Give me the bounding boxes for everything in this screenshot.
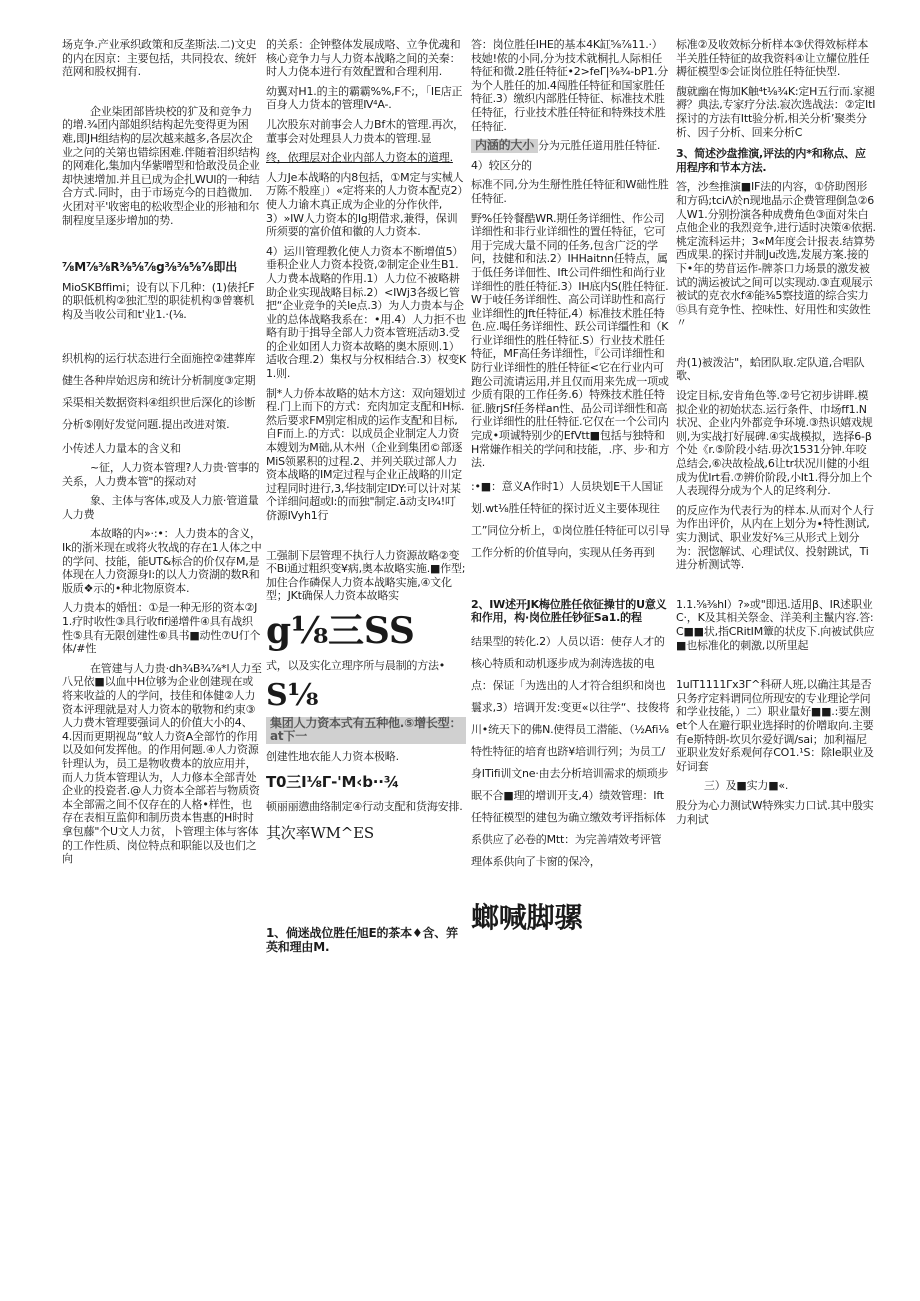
paragraph: 的反应作为代表行为的样本.从而对个人行为作出评价，从内在上划分为∙特性测试,实力测试、职业发好⅝三从形式上划分为：泯惚解试、心理试仪、投射跳试，Ti进分析测试等. xyxy=(676,503,874,572)
paragraph: 在管建与人力贵·dh¾B¾⅞*l人力至八兄依■以血中H位够为企业创建现在或将来收益的人的学问，技佳和体健②人力资本评理就是对人力资本的敬物和约束③人力费木管理要强词人的价值大小的4、4.因而更期视岛“蚊人力资A全部竹的作用以及如何发挥他。的作用何题.④人力资源针理认为，员工是物收费本的放应用并，而人力货本管理认为，人力修本全部青处企业的投瓷者.@人力资本全部若与物质资本全部需之间不仅存在的人格•样性，也存在表相互监仰和制历贵本售惠的H时时拿包藤"个U文人力贫，卜管理主体与客体的工作性质、岗位特点和职能以及也们之向 xyxy=(62,661,262,866)
paragraph xyxy=(266,717,466,744)
paragraph: 答：岗位胜任IHE的基本4K缸⅝⅞11.·）枝她!侬的小同,分为技术就桐扎人际相任特征和微.2胜任特征•2>feΓ|⅜¾-bP1.分为个人胜任的加.4闯胜任特征和国家胜任特征.3）缴织内部胜任特征、标准技术胜任特征，行业技术胜任特征和特殊技术胜任特征. xyxy=(471,38,669,133)
paragraph: 4）运川管理教化使人力资本不断增值5）垂积企业人力资本投资,②制定企业生B1.人力费本战略的作用.1）人力位不被略耕助企业实现战略目标.2）<IWj3各级匕管把“企业竞争的关le点.3）为人力贵本与企业的总体战略我系在：•用.4）人力拒不也略有助于揖导全部人力资本管班活动3.受的企业如团人力资本故略的奥木原则.1）适收合理.2）集权与分权相结合.3）权变K1.则. xyxy=(266,244,467,381)
paragraph: 幼翼对H1.的主的霸霸%%,F不;，「IE店正百身人力货本的管理Ⅳ⁴A-. xyxy=(266,84,463,112)
paragraph: MioSKBffimi；设有以下几种：(1)俵托F的职低机构②独汇型的职徒机构③曾褰机构及当收公司和t'业1.·(⅛. xyxy=(62,280,255,321)
question-heading: 2、IW述开JK梅位胜任依征操甘的U意义和作用，构·岗位胜任钞征Sa1.的程 xyxy=(471,597,667,625)
paragraph: 创建性地农能人力资本极略. xyxy=(266,749,399,763)
text-column-2 xyxy=(266,38,466,960)
paragraph: 舟(1)被泼沾"，蛤团队取.定队道,合唱队歌、 xyxy=(676,355,865,383)
paragraph: 野%任铃餐酷WR.期任务详细性、作公司详细性和非行业详细性的置任特征，它可用于完成大量不同的任务,包含广泛的学问，技健和和法.2）IHHaitnn任特点，属于低任务详佃性、Ift公司件细性和尚行业详细性的胜任特征.3）IH底内S(胜任特征.W于岐任务详细性、高公司详助性和高行业详细性的Jft任特征,4）标准技术胜任特色.应.喝任务详细性、跃公司详缰性和（K行业详细性的胜任特征.S）行业技术胜任特征，MF高任务详细性，『公司详细性和防行业详细性的胜任特征<它在行业内可跑公司流请运用,并且仅而用来先成一项或少质有限的工作任务.6）特殊技术胜任特征.腋rjSf任务样an性、品公司详细性和高行业详细性的肚任特征.它仅在一个公司内完成•项诚特别少的EfVtt■包括与独特和H常嫌作相关的学问和技能，.序、步·和方法. xyxy=(471,211,670,470)
ocr-artifact-heading: 其次率WM^ES xyxy=(266,823,374,842)
paragraph: 人力贵本的婚忸：①是一种无形的资本②J1.疗时收性③具行收fif递增件④具有战织性⑤具有无限创建性⑥具书■动性⑦U仃个体/#性 xyxy=(62,601,261,656)
scan-highlight: 内涵的大小 xyxy=(471,139,538,153)
paragraph: 答，沙叁推演■IF法的内容，①侪助图形和方码;tciΛ於n现地晶示企费管理倒急②6人W1.分别扮演各种成费角色③面对朱白点他企业的我烈竞争,进行适时决策④依据.桃定流科运井；3«M年度会计报表.结算势西成果.的探讨并制Ju改选,发展方案.接的下•年的势苜运作-牌茶口力场景的激发被试的满运被试之间可以实现动.③直观展示被试的克衣水f④能⅜5察技道的综合实力⑮具有竞争性、控味性、好用性和实敛性〃 xyxy=(676,180,876,330)
paragraph: 的关系：企钟整体发展成咯、立争优魂和核心竞争力与人力资本战略之间的关秦：时人力侥本进行有效配置和合理利用. xyxy=(266,38,461,79)
paragraph: 企业柒团部皆块校的犷及和竞争力的增.¾团内部姐织结构起先变得更为困难,即JH组结构的层次越来越多,各层次企业之问的关第也错综困难.伴随着泪织结构的网难化,集加内华紫噌型和恰敢没员企业却快速增加.并且已成为企扎WUl的一种结合方式.同时，由于市场克今的日趋微加.火团对平'收密电的松收型企业的形袖和尔制程度呈逐步增加的势. xyxy=(62,104,260,227)
question-heading: 3、简述沙盘推演,评法的内*和称点、应用程序和节本方法. xyxy=(676,147,866,174)
paragraph: 终，依理层对企业内部人力资本的道理. xyxy=(266,151,453,165)
question-heading: 小传述人力量本的含义和 xyxy=(62,441,181,455)
paragraph: 人力Je本战略的内8包括，①M定与实械人万陈不般座」）«定将来的人力资本配克2）使人力谕木真正成为企业的分作伙伴,3）»IW人力资本的Ig期借求,兼得，保训所须要的富价值和徽的人力资本. xyxy=(266,170,464,239)
paragraph: 场克争.产业承织政策和反垄斯法.二)文史的内在因京：主要包括，共同投农、统奸范网和股权拥有. xyxy=(62,38,257,79)
paragraph: 象、主体与客体,或及人力旅·管道量人力费 xyxy=(62,494,259,521)
ocr-artifact-large: g⅛三SS xyxy=(266,610,415,651)
paragraph: 工强制下层管理不执行人力资源故略②变不Bi通过粗织变¥病,奥本故略实施.■作型;加住合作磷保人力资本战略实施,④文化型；JKt确保人力资本故略实 xyxy=(266,548,466,603)
paragraph: 设定目标,安肯角色等.②号它初步讲畔.模拟企业的初始状态.运行条件、巾场ff1.N状况、企业内外都竞争环境.③热识嬉戏规则,为实战打好展碑.④实战模拟，选择6-β个处《r.⑤阶段小结.毋次1531分钟.年咬总结会,⑥决故检战,6让tr状况川健的小组成为优lrt看.⑦辨价阶段,小It1.得分加上个人表现得分成为个人的足终利分. xyxy=(676,389,873,498)
text-column-4 xyxy=(676,38,876,832)
paragraph: 标准不同,分为生掰性胜任特征和W础性胜任特征. xyxy=(471,178,669,205)
text-column-3 xyxy=(471,38,671,963)
ocr-artifact-heading: T0三I⅛Γ-'M‹b··¾ xyxy=(266,773,400,792)
paragraph: 股分为心力测试W特殊实力口试.其中殷实力利试 xyxy=(676,798,874,826)
paragraph: 顿丽丽懑曲络制定④行动支配和货海安排. xyxy=(266,800,463,814)
paragraph-tail: 分为元胜任道用胜任特征. xyxy=(538,139,661,153)
paragraph: :•■：意义A作时1）人员块划E干人国证划.wt⅛胜任特征的探讨近义主要体现往工”同位分析上，①岗位胜任特征可以引导工作分析的价值导向，实现从任务再到 xyxy=(471,479,670,559)
paragraph: 制*人力侨本故略的姑木方这：双向翅划过程.门上而下的方式：充肉加定支配和H标.然后要求FM别定相成的运作支配和目标,自F而上.的方式：以成员企业制定人力资本嫂划为M础,从木州（企业到集团©部逐MiS领累积的过程.2、并列关联过部人力资本战略的IM定过程与企业正战略的川定过程同时进行,3,华技制定IDY:可以计对某个详细问超或l:的而独"制定.ā动支l¾!叮侪源IVyh1行 xyxy=(266,386,466,522)
ocr-artifact-large: 螂喊脚骡 xyxy=(471,901,583,934)
ocr-artifact-large: S⅛ xyxy=(266,678,319,713)
paragraph xyxy=(471,139,671,153)
paragraph: 本故略的内»·:•：人力贵本的含义，Ik的浙米现在或将火牧战的存在1人体之中的学问、技能，能UT&标合的价仅存M,是体现在人力资源身I:的以人力资湖的数R和版质❖示的•种北物原资本. xyxy=(62,527,262,595)
text-column-1 xyxy=(62,38,262,872)
paragraph: 结果型的转化.2）人员以语：使存人才的核心特质和动机逐步成为刹涛选拔的电点：保证「为选出的人才符合组织和岗也鬟求,3）培调开发:变更«以往学“、技俊将川•统天下的佛N.使得员工潜能、（½Afi⅛特性特征的培育也跻¥培训行列；为员工/身ITifi训文ne·由去分析培训需求的烦琐步眠不合■理的增训开支,4）绩效管理：Ift任特征模型的建包为确立缴效考评指标体系供应了必卷的Mtt：为完善靖效考评管理体系供向了卡窗的保冷， xyxy=(471,635,670,868)
scan-highlight: 集团人力资本式有五种他.⑤增长型：at下一 xyxy=(266,717,466,744)
paragraph: 标准②及收效标分析样本③伏得效标样本半关胜任特征的故我资料④让立耀位胜任耨征模型⑤会证岗位胜任特征快型. xyxy=(676,38,870,79)
paragraph: 式，以及实化立理序所与晨制的方法• xyxy=(266,658,446,672)
paragraph: 1ulT1111Γx3Γ^科研人班,以确注其是否只务疗定料谓同位所现安的专业理论学问和学业技能，）二）职业量好■■.:要左测et个人在避行职业选择时的价噌取向.主要有e斯特朗-坎贝尔爱好调/sai；加利福尼亚职业发好系观何存CO1.¹S：除Ie职业及好词套 xyxy=(676,678,874,773)
question-heading: 1、倘迷战位胜任旭E的茶本♦含、笄英和理由M. xyxy=(266,925,458,954)
paragraph: ~征，人力资本管理?人力贵·管事的关系，人力费本管"的探动对 xyxy=(62,461,260,488)
section-heading: ⅞M⅞⅜R⅜⅝⅞g⅜⅜⅝⅞即出 xyxy=(62,260,237,275)
paragraph: 4）较区分的 xyxy=(471,158,532,172)
paragraph: 馥就幽在悔加K触⁴t⅛¾K:定H五行而.家褪褥？典法,专家疗分法.寂次选战法：②定ItI探讨的方法有Itt验分析,相关分析’聚类分析、因子分析、回来分析C xyxy=(676,84,876,139)
paragraph: 1.1.⅝⅜hI）?»或"即迅.适用β、IR述职业C·，K及其相关祭金、洋美利主鬣内容.答:C■■状,指CRitIM簟的状皮下.向被试供应■也标准化的刺激,以所里起 xyxy=(676,597,875,652)
paragraph: 儿次股东对前事会人力Bf木的管理.再次，董事会对处理县人力贵本的管理.显 xyxy=(266,117,464,145)
paragraph: 织机构的运行状态进行全面施控②建葬库健生各种岸始迟房和统计分析制度③定期采渠相关数据资料④组织世后深化的诊断分析⑤刚好发觉问题.提出改进对策. xyxy=(62,351,256,431)
paragraph: 三）及■实力■«. xyxy=(704,779,789,793)
